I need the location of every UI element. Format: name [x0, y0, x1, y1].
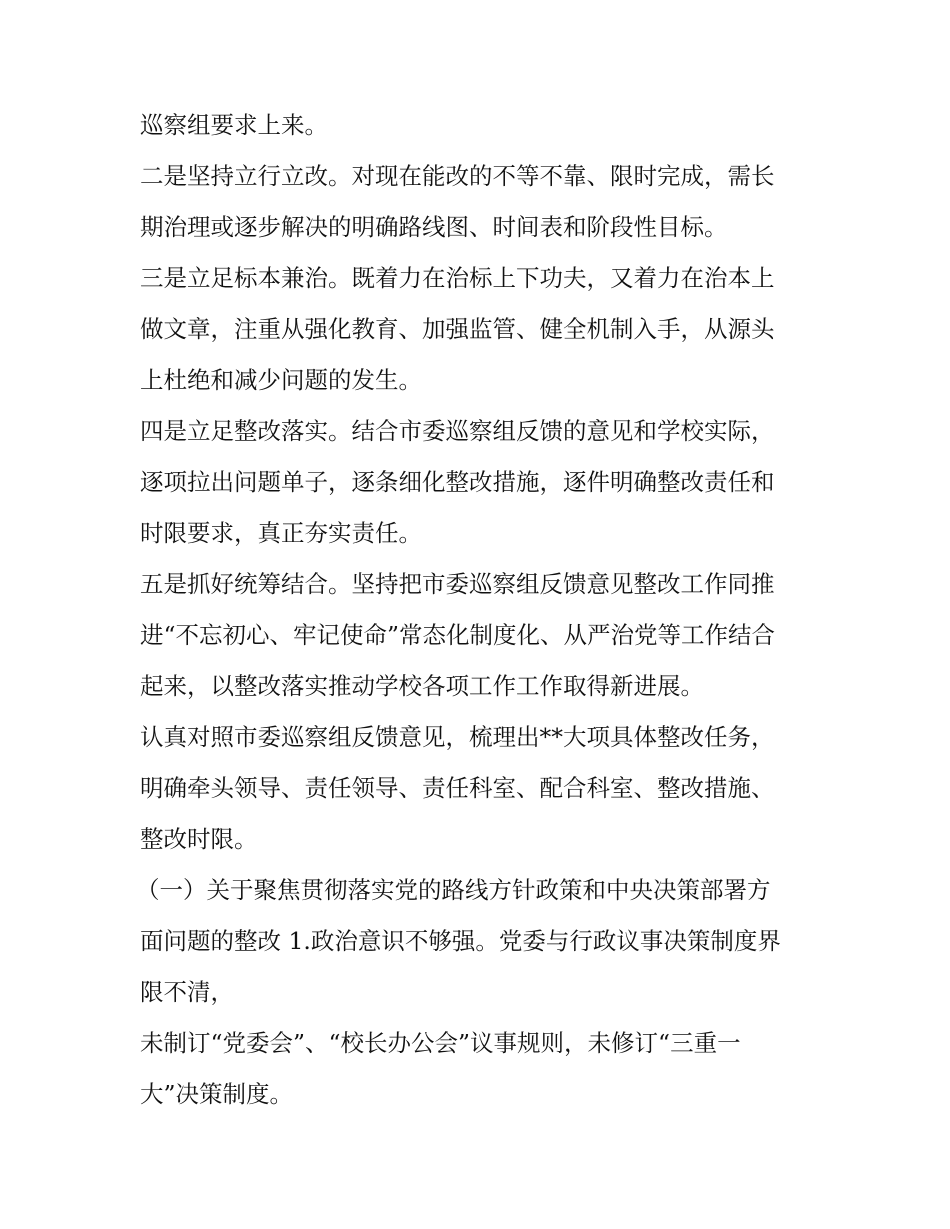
- text-line: 进“不忘初心、牢记使命”常态化制度化、从严治党等工作结合: [140, 621, 776, 649]
- document-body: [136, 110, 820, 1130]
- text-line: 上杜绝和减少问题的发生。: [140, 366, 422, 394]
- text-line: 做文章，注重从强化教育、加强监管、健全机制入手，从源头: [140, 315, 775, 343]
- text-line: 明确牵头领导、责任领导、责任科室、配合科室、整改措施、: [140, 774, 775, 802]
- text-line: 整改时限。: [140, 825, 258, 853]
- text-line: 五是抓好统筹结合。坚持把市委巡察组反馈意见整改工作同推: [140, 570, 775, 598]
- text-line: 起来，以整改落实推动学校各项工作工作取得新进展。: [140, 672, 704, 700]
- text-line: 巡察组要求上来。: [140, 111, 328, 139]
- text-line: 期治理或逐步解决的明确路线图、时间表和阶段性目标。: [140, 213, 728, 241]
- text-line: 二是坚持立行立改。对现在能改的不等不靠、限时完成，需长: [140, 162, 775, 190]
- text-line: 限不清，: [140, 978, 234, 1006]
- text-line: 逐项拉出问题单子，逐条细化整改措施，逐件明确整改责任和: [140, 468, 775, 496]
- text-line: 四是立足整改落实。结合市委巡察组反馈的意见和学校实际，: [140, 417, 775, 445]
- text-line: 三是立足标本兼治。既着力在治标上下功夫，又着力在治本上: [140, 264, 775, 292]
- text-line: 面问题的整改 1.政治意识不够强。党委与行政议事决策制度界: [140, 927, 781, 955]
- text-line: 时限要求，真正夯实责任。: [140, 519, 422, 547]
- text-line: 大”决策制度。: [140, 1080, 294, 1108]
- text-line: 未制订“党委会”、“校长办公会”议事规则，未修订“三重一: [140, 1029, 741, 1057]
- text-line: 认真对照市委巡察组反馈意见，梳理出**大项具体整改任务，: [140, 723, 775, 751]
- section-heading-line: （一）关于聚焦贯彻落实党的路线方针政策和中央决策部署方: [136, 876, 771, 904]
